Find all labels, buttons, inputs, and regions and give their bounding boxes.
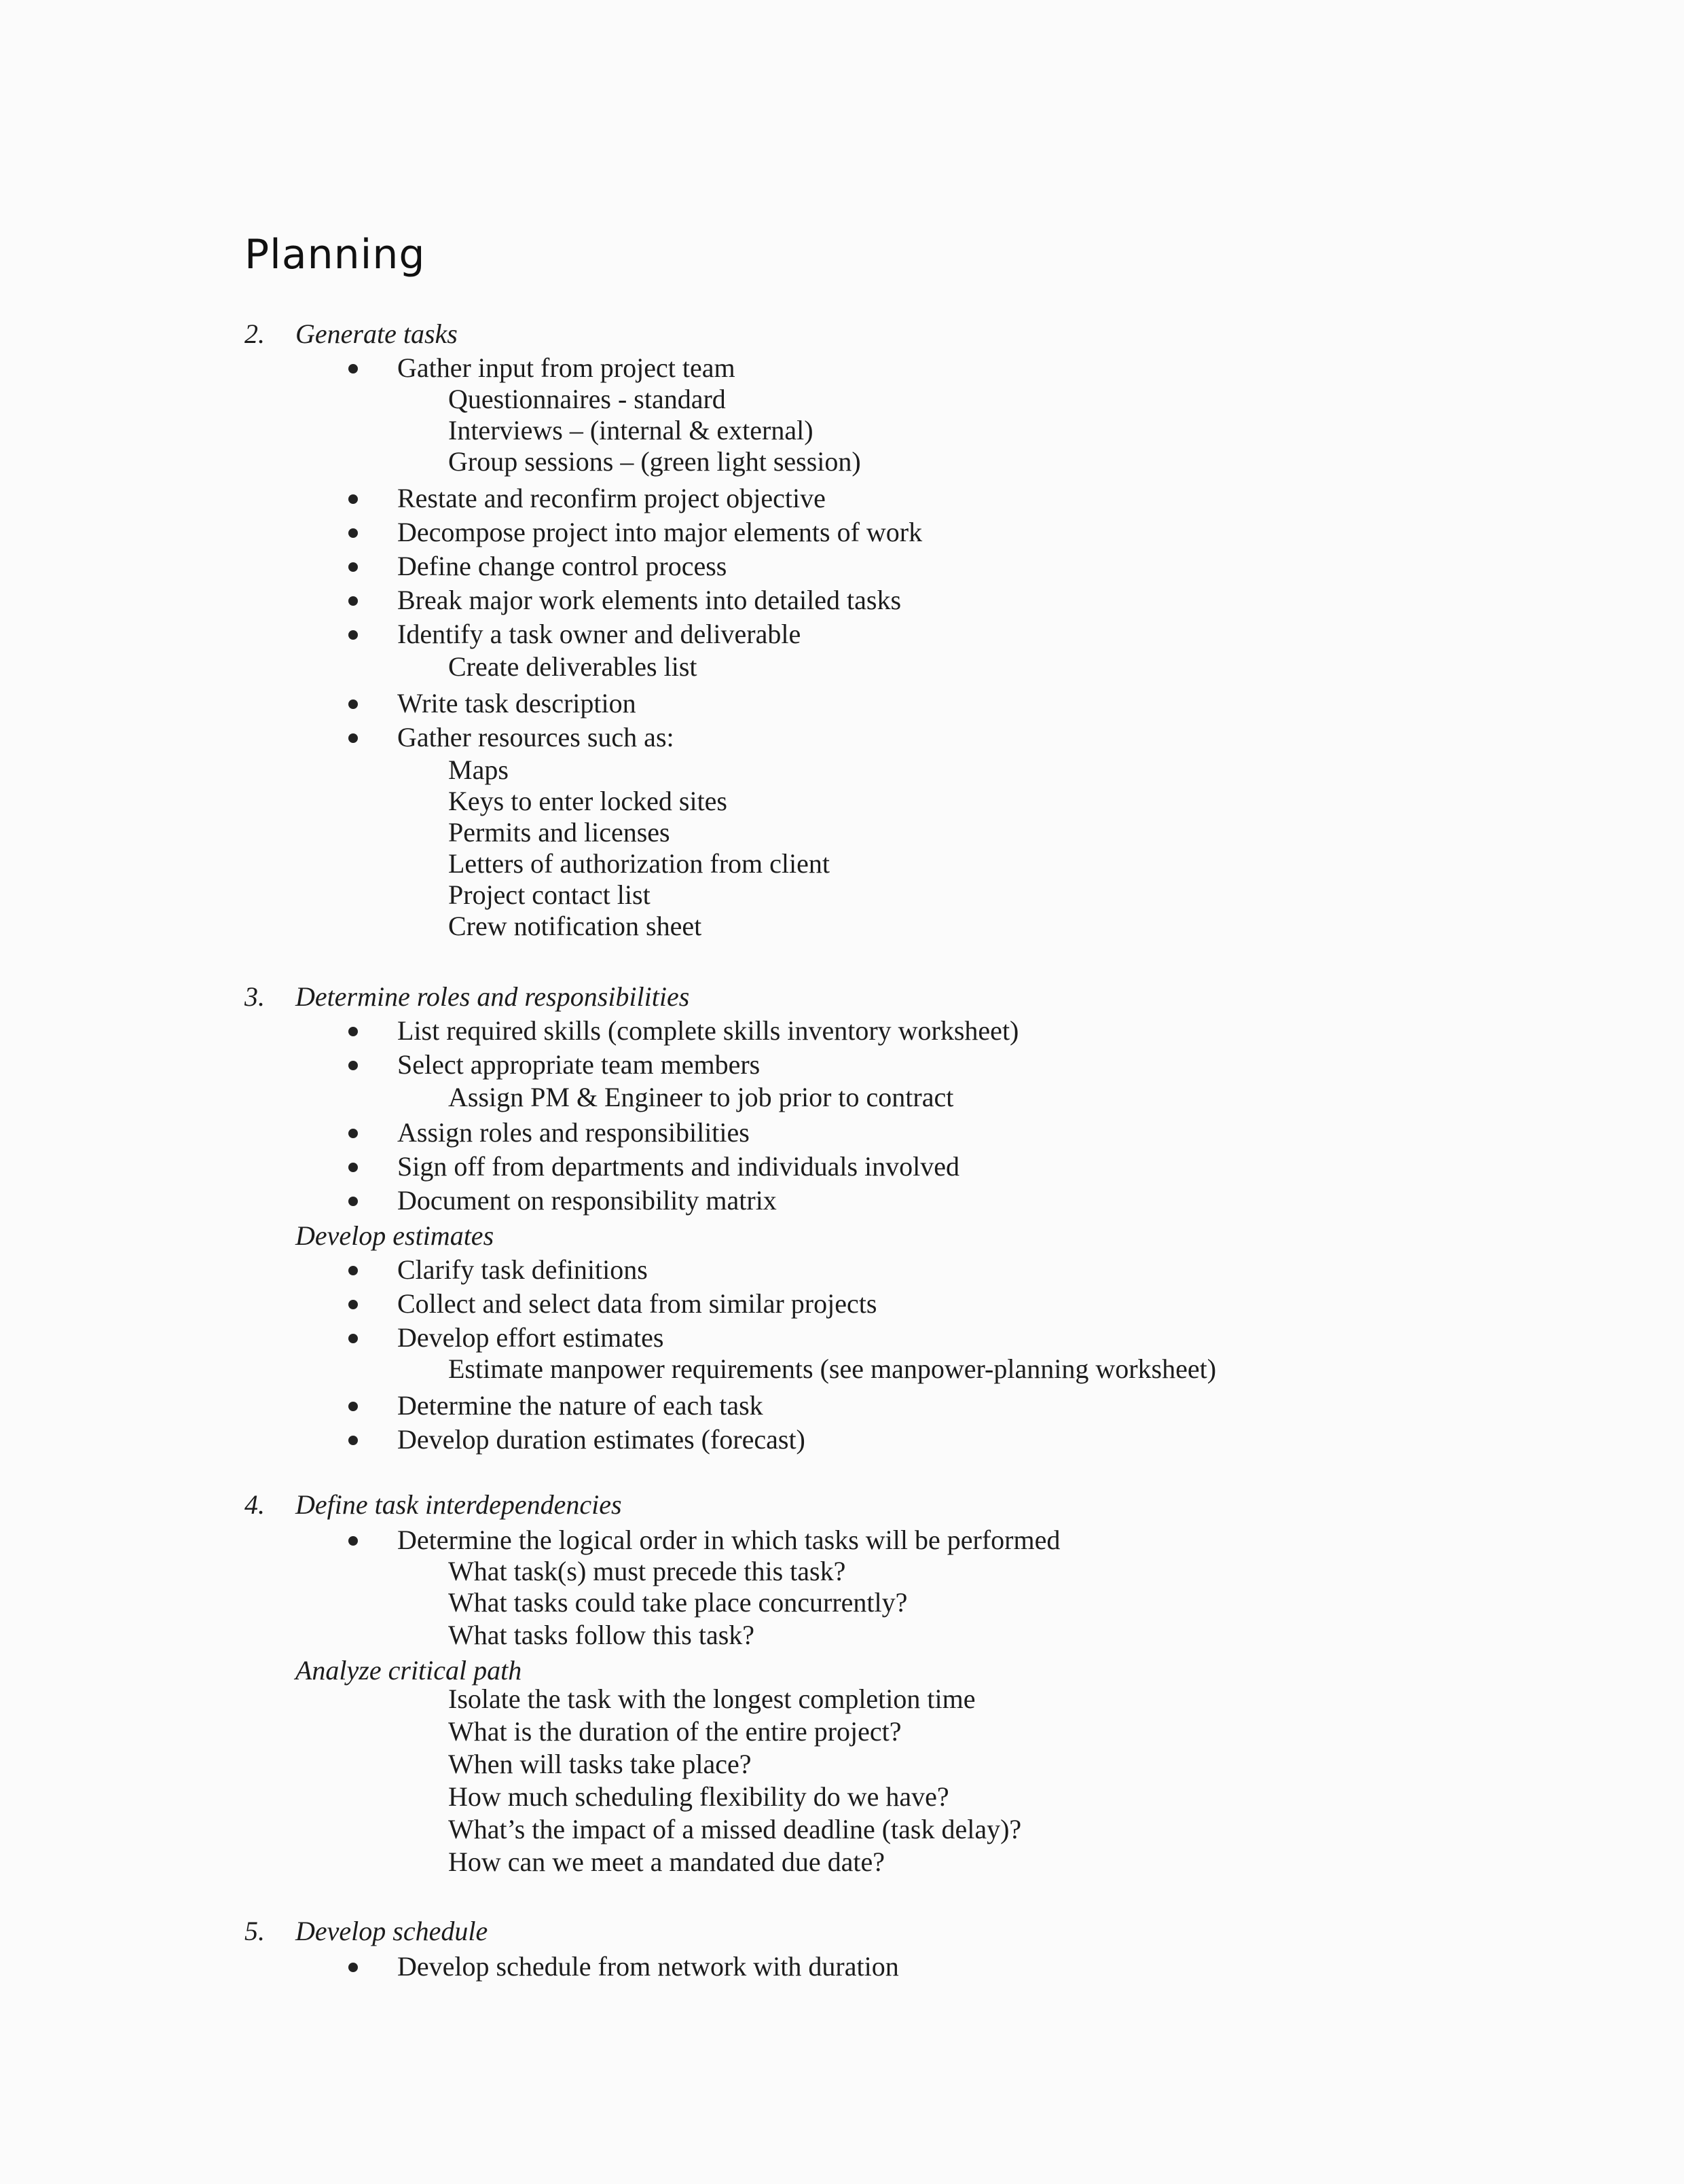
bullet-icon [348,1963,358,1972]
section-heading: Generate tasks [295,318,458,349]
bullet-icon [348,1436,358,1445]
bullet-icon [348,1266,358,1275]
section-heading: Develop schedule [295,1916,488,1946]
plain-item: How much scheduling flexibility do we have? [448,1781,949,1812]
list-item: Clarify task definitions [397,1254,648,1285]
bullet-icon [348,1300,358,1309]
bullet-icon [348,1334,358,1343]
bullet-icon [348,596,358,606]
bullet-icon [348,1027,358,1036]
plain-item: Isolate the task with the longest completion time [448,1684,976,1714]
bullet-icon [348,562,358,572]
list-item: Develop schedule from network with duration [397,1951,899,1982]
list-item: Define change control process [397,551,727,581]
sub-item: What tasks could take place concurrently? [448,1587,908,1618]
bullet-icon [348,699,358,709]
bullet-icon [348,1061,358,1070]
sub-item: Estimate manpower requirements (see manpower-planning worksheet) [448,1353,1217,1384]
list-item: Collect and select data from similar projects [397,1288,877,1319]
list-item: Identify a task owner and deliverable [397,619,801,649]
list-item: Gather resources such as: [397,722,674,752]
section-heading: Define task interdependencies [295,1489,622,1520]
section-heading: Develop estimates [295,1220,494,1251]
bullet-icon [348,494,358,504]
list-item: Assign roles and responsibilities [397,1117,750,1148]
sub-item: Maps [448,754,509,785]
list-item: Determine the logical order in which tasks will be performed [397,1525,1061,1555]
list-item: Break major work elements into detailed tasks [397,585,902,615]
bullet-icon [348,1536,358,1546]
bullet-icon [348,1402,358,1411]
section-number: 4. [244,1489,265,1520]
sub-item: Keys to enter locked sites [448,786,727,816]
bullet-icon [348,1129,358,1138]
section-number: 2. [244,318,265,349]
plain-item: When will tasks take place? [448,1749,752,1779]
bullet-icon [348,528,358,538]
sub-item: Interviews – (internal & external) [448,415,813,445]
list-item: Develop duration estimates (forecast) [397,1424,805,1455]
sub-item: Crew notification sheet [448,911,702,941]
sub-item: Project contact list [448,879,651,910]
bullet-icon [348,1197,358,1206]
page-title: Planning [244,231,426,278]
list-item: Write task description [397,688,636,718]
section-heading: Determine roles and responsibilities [295,981,690,1012]
section-number: 3. [244,981,265,1012]
section-number: 5. [244,1916,265,1946]
list-item: Sign off from departments and individuals involved [397,1151,960,1182]
bullet-icon [348,1163,358,1172]
plain-item: How can we meet a mandated due date? [448,1846,885,1877]
sub-item: What tasks follow this task? [448,1620,755,1650]
list-item: Develop effort estimates [397,1322,664,1353]
sub-item: Permits and licenses [448,817,670,848]
list-item: Determine the nature of each task [397,1390,763,1421]
section-heading: Analyze critical path [295,1655,522,1686]
list-item: Restate and reconfirm project objective [397,483,826,513]
sub-item: What task(s) must precede this task? [448,1556,846,1586]
bullet-icon [348,733,358,743]
list-item: Decompose project into major elements of work [397,517,923,547]
sub-item: Group sessions – (green light session) [448,446,861,477]
plain-item: What is the duration of the entire project? [448,1716,902,1747]
sub-item: Assign PM & Engineer to job prior to contract [448,1082,954,1112]
list-item: Gather input from project team [397,352,735,383]
list-item: Select appropriate team members [397,1049,761,1080]
sub-item: Questionnaires - standard [448,384,726,414]
bullet-icon [348,364,358,374]
list-item: List required skills (complete skills inventory worksheet) [397,1015,1019,1046]
bullet-icon [348,630,358,640]
list-item: Document on responsibility matrix [397,1185,777,1216]
sub-item: Letters of authorization from client [448,848,830,879]
sub-item: Create deliverables list [448,651,697,682]
plain-item: What’s the impact of a missed deadline (task delay)? [448,1814,1022,1844]
